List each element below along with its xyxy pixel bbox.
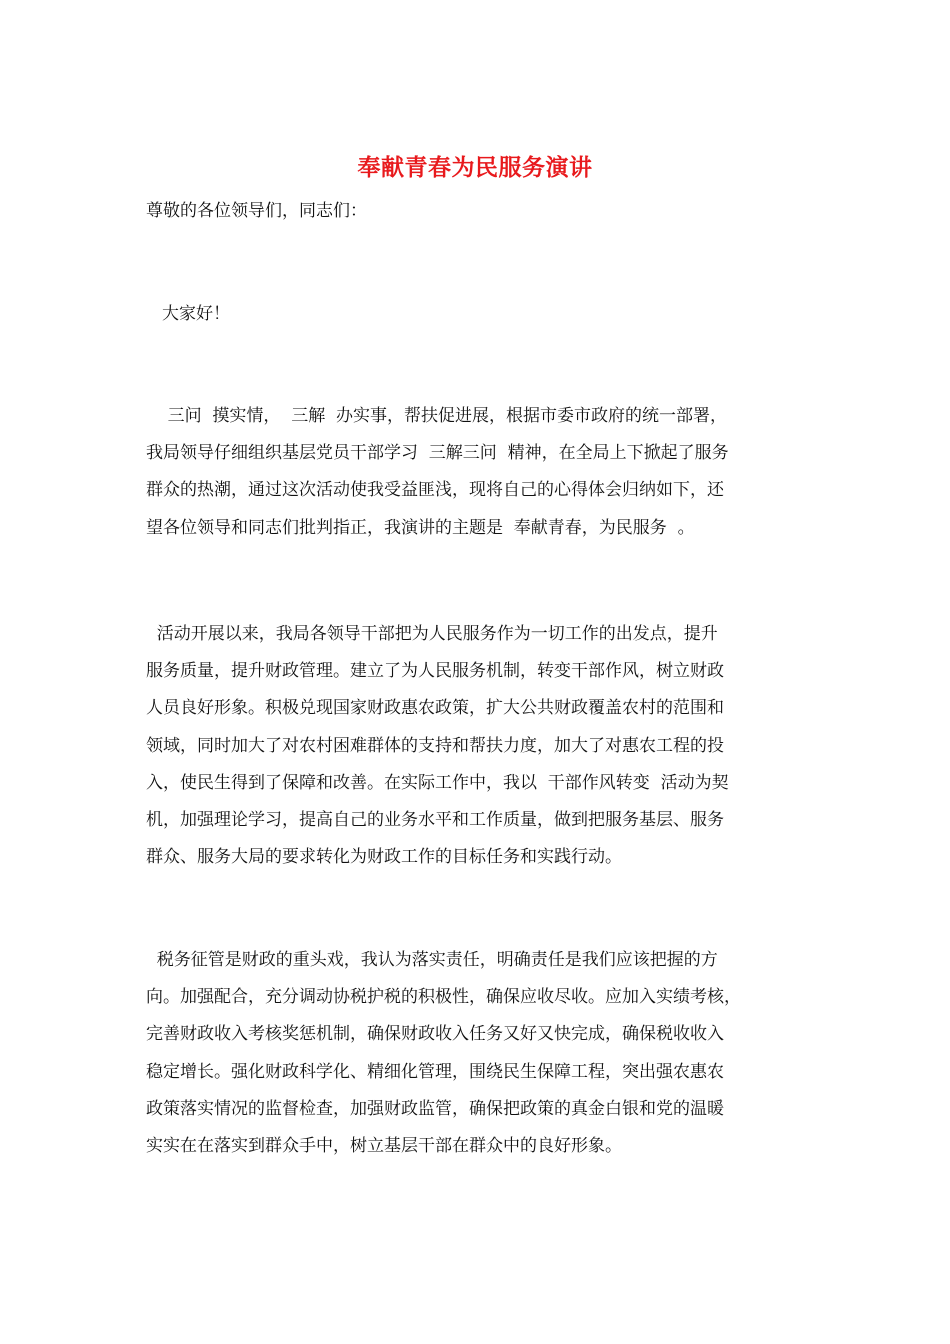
paragraph-1 xyxy=(146,398,806,547)
paragraph-line: 服务质量，提升财政管理。建立了为人民服务机制，转变干部作风，树立财政 xyxy=(146,661,724,682)
paragraph-line: 我局领导仔细组织基层党员干部学习 三解三问 精神，在全局上下掀起了服务 xyxy=(146,443,729,464)
document-title: 奉献青春为民服务演讲 xyxy=(357,154,593,181)
paragraph-3 xyxy=(146,942,806,1165)
paragraph-line: 人员良好形象。积极兑现国家财政惠农政策，扩大公共财政覆盖农村的范围和 xyxy=(146,698,724,719)
paragraph-line: 机，加强理论学习，提高自己的业务水平和工作质量，做到把服务基层、服务 xyxy=(146,810,724,831)
paragraph-line: 群众的热潮，通过这次活动使我受益匪浅，现将自己的心得体会归纳如下，还 xyxy=(146,480,724,501)
greeting: 大家好！ xyxy=(162,304,230,324)
paragraph-line: 实实在在落实到群众手中，树立基层干部在群众中的良好形象。 xyxy=(146,1136,622,1157)
paragraph-line: 稳定增长。强化财政科学化、精细化管理，围绕民生保障工程，突出强农惠农 xyxy=(146,1061,724,1082)
paragraph-line: 税务征管是财政的重头戏，我认为落实责任，明确责任是我们应该把握的方 xyxy=(146,950,718,970)
paragraph-2 xyxy=(146,616,806,876)
paragraph-line: 政策落实情况的监督检查，加强财政监管，确保把政策的真金白银和党的温暖 xyxy=(146,1098,724,1119)
paragraph-line: 群众、服务大局的要求转化为财政工作的目标任务和实践行动。 xyxy=(146,847,622,868)
paragraph-line: 活动开展以来，我局各领导干部把为人民服务作为一切工作的出发点，提升 xyxy=(146,624,718,644)
paragraph-line: 望各位领导和同志们批判指正，我演讲的主题是 奉献青春，为民服务 。 xyxy=(146,517,695,538)
paragraph-line: 三问 摸实情， 三解 办实事，帮扶促进展，根据市委市政府的统一部署， xyxy=(146,406,728,426)
salutation: 尊敬的各位领导们，同志们： xyxy=(146,201,367,221)
paragraph-line: 入，使民生得到了保障和改善。在实际工作中，我以 干部作风转变 活动为契 xyxy=(146,772,729,793)
paragraph-line: 领域，同时加大了对农村困难群体的支持和帮扶力度，加大了对惠农工程的投 xyxy=(146,735,724,756)
paragraph-line: 完善财政收入考核奖惩机制，确保财政收入任务又好又快完成，确保税收收入 xyxy=(146,1024,724,1045)
paragraph-line: 向。加强配合，充分调动协税护税的积极性，确保应收尽收。应加入实绩考核， xyxy=(146,987,741,1008)
